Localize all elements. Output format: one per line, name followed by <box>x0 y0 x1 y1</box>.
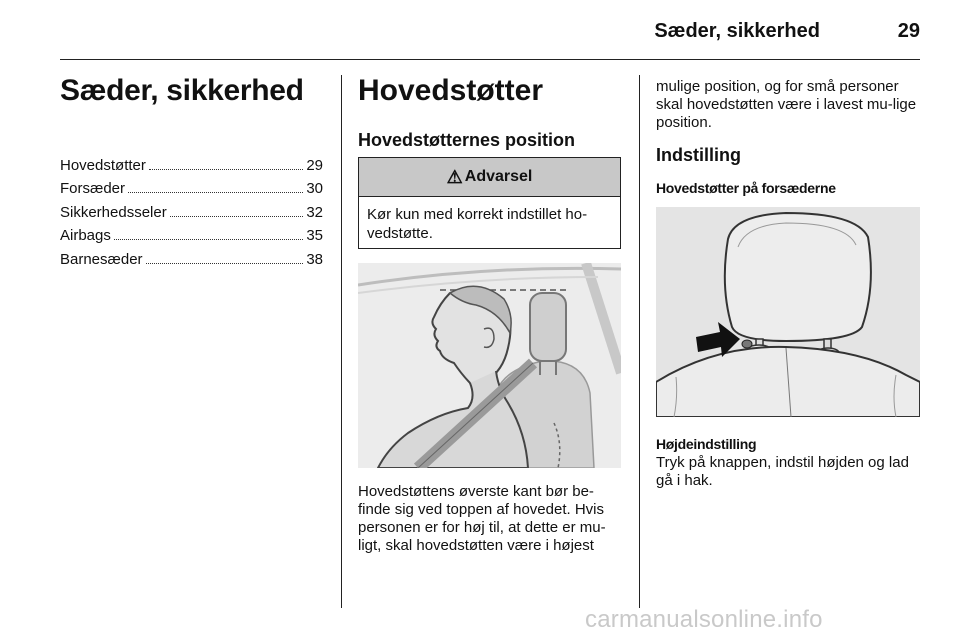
column-divider-right <box>639 75 640 608</box>
warning-text: Kør kun med korrekt indstillet ho-vedstøtte. <box>367 206 588 242</box>
warning-header <box>359 158 620 197</box>
toc-item-page: 38 <box>306 250 323 268</box>
toc-item-label: Hovedstøtter <box>60 156 146 174</box>
page-number: 29 <box>897 20 920 42</box>
header-title: Sæder, sikkerhed <box>654 20 820 42</box>
toc-leader <box>128 192 303 193</box>
section-heading: Hovedstøtter <box>358 74 544 107</box>
toc-leader <box>114 239 303 240</box>
toc-item-label: Barnesæder <box>60 250 143 268</box>
toc-item-page: 35 <box>306 227 323 244</box>
warning-box <box>358 157 621 249</box>
header-rule <box>60 59 920 60</box>
toc-item[interactable] <box>60 197 323 221</box>
toc-leader <box>170 216 304 217</box>
toc-item[interactable] <box>60 150 323 174</box>
toc-item-label: Sikkerhedsseler <box>60 203 167 221</box>
toc-item[interactable] <box>60 174 323 198</box>
subsection-heading: Indstilling <box>656 145 741 165</box>
body-paragraph: Hovedstøttens øverste kant bør be-finde sig ved toppen af hovedet. Hvis personen er for høj til, at dette er mu-ligt, skal hovedstøtten være i højest <box>358 483 606 554</box>
warning-title: Advarsel <box>464 168 533 185</box>
minor-heading: Hovedstøtter på forsæderne <box>656 180 836 196</box>
toc-item-label: Airbags <box>60 227 111 244</box>
toc-item-page: 30 <box>306 180 323 197</box>
minor-heading: Højdeindstilling <box>656 436 757 452</box>
column-divider-left <box>341 75 342 608</box>
driver-headrest-illustration <box>358 263 621 468</box>
toc-leader <box>149 169 303 170</box>
chapter-title: Sæder, sikkerhed <box>60 74 304 107</box>
toc-item[interactable] <box>60 221 323 245</box>
table-of-contents <box>60 150 323 268</box>
toc-leader <box>146 263 304 264</box>
toc-item-page: 29 <box>306 156 323 174</box>
toc-item-label: Forsæder <box>60 180 126 197</box>
warning-triangle-icon: ⚠ <box>446 166 463 187</box>
body-paragraph-continued: mulige position, og for små personer skal hovedstøtten være i lavest mu-lige position. <box>656 78 917 131</box>
subsection-heading: Hovedstøtternes position <box>358 130 576 150</box>
toc-item[interactable] <box>60 244 323 268</box>
headrest-button-illustration <box>656 207 920 417</box>
watermark: carmanualsonline.info <box>585 606 823 633</box>
toc-item-page: 32 <box>306 203 323 221</box>
body-paragraph: Tryk på knappen, indstil højden og lad gå i hak. <box>656 454 909 489</box>
